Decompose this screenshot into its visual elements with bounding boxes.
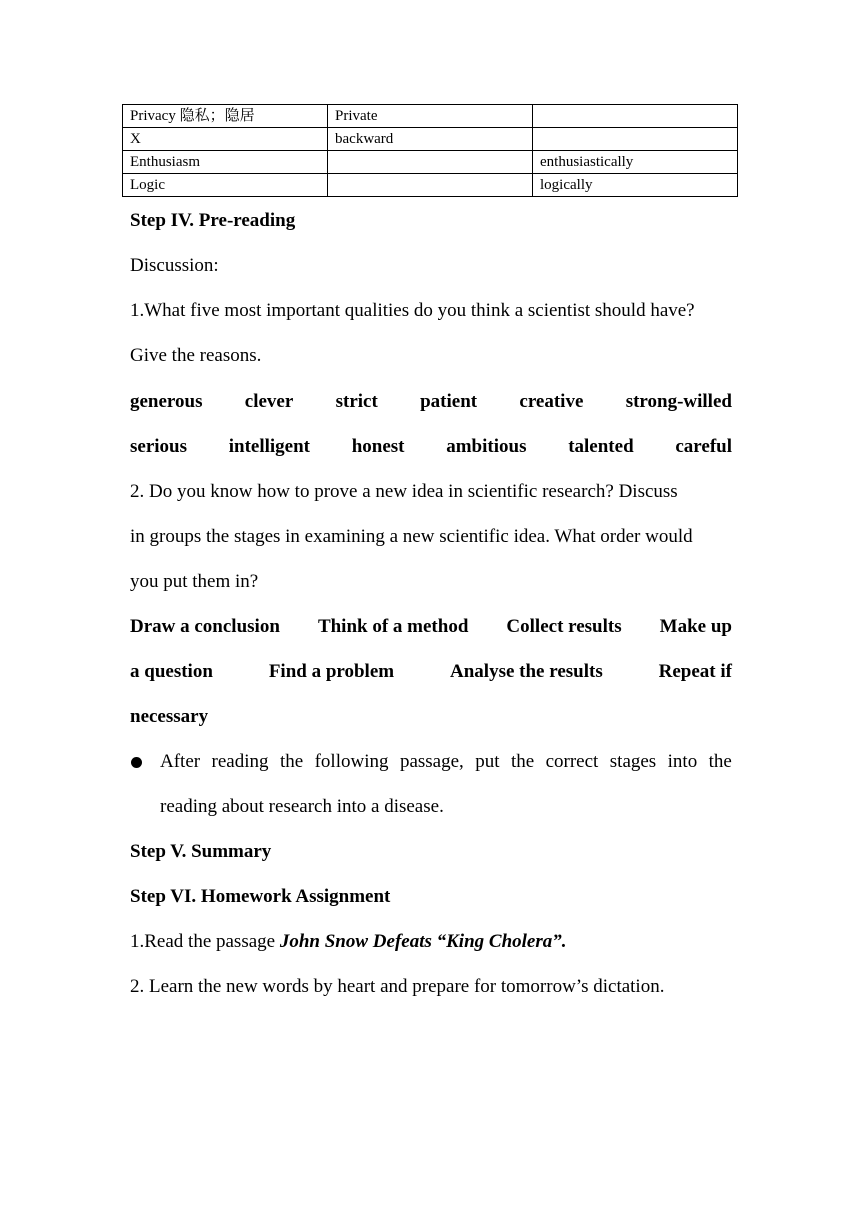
quality-word: careful — [675, 436, 732, 457]
table-row — [123, 128, 738, 151]
quality-word: strict — [335, 391, 378, 412]
question1-line1: 1.What five most important qualities do you think a scientist should have? — [130, 300, 695, 321]
homework-item-1 — [130, 930, 732, 954]
word-form-table — [122, 104, 738, 197]
quality-word: patient — [420, 391, 478, 412]
bullet-word: After — [160, 751, 201, 772]
homework-item-2: 2. Learn the new words by heart and prepare for tomorrow’s dictation. — [130, 976, 665, 997]
quality-word: honest — [351, 436, 405, 457]
stage-phrase: Analyse the results — [450, 661, 603, 682]
quality-word: strong-willed — [625, 391, 732, 412]
bullet-word: reading — [211, 751, 269, 772]
step6-heading: Step VI. Homework Assignment — [130, 886, 391, 907]
bullet-word: the — [279, 751, 304, 772]
table-cell — [328, 174, 533, 197]
bullet-word: the — [510, 751, 535, 772]
stage-phrase: Find a problem — [268, 661, 395, 682]
passage-title: John Snow Defeats “King Cholera”. — [279, 931, 567, 952]
table-row — [123, 151, 738, 174]
bullet-word: correct — [545, 751, 599, 772]
quality-word: talented — [568, 436, 634, 457]
homework-1-prefix: 1.Read the passage — [130, 931, 280, 952]
bullet-word: put — [475, 751, 500, 772]
stages-row-2 — [130, 660, 732, 684]
quality-word: creative — [519, 391, 584, 412]
bullet-word: stages — [609, 751, 657, 772]
step4-heading: Step IV. Pre-reading — [130, 210, 296, 231]
qualities-row-2 — [130, 435, 732, 459]
stage-phrase: a question — [130, 661, 213, 682]
table-cell — [328, 151, 533, 174]
table-cell: Logic — [123, 174, 328, 197]
table-cell — [533, 128, 738, 151]
quality-word: serious — [130, 436, 187, 457]
table-cell: Privacy 隐私；隐居 — [123, 105, 328, 128]
bullet-word: passage, — [399, 751, 464, 772]
table-cell: Enthusiasm — [123, 151, 328, 174]
question2-line3: you put them in? — [130, 571, 259, 592]
bullet-icon — [131, 757, 142, 768]
step5-heading: Step V. Summary — [130, 841, 272, 862]
table-cell: Private — [328, 105, 533, 128]
table-cell: logically — [533, 174, 738, 197]
stage-phrase: Collect results — [506, 616, 622, 637]
table-cell: X — [123, 128, 328, 151]
bullet-word: the — [708, 751, 732, 772]
quality-word: generous — [130, 391, 203, 412]
qualities-row-1 — [130, 390, 732, 414]
bullet-word: following — [314, 751, 389, 772]
bullet-line-1 — [160, 750, 732, 774]
quality-word: clever — [244, 391, 294, 412]
question1-line2: Give the reasons. — [130, 345, 262, 366]
quality-word: ambitious — [446, 436, 527, 457]
bullet-line-2: reading about research into a disease. — [160, 796, 444, 817]
quality-word: intelligent — [228, 436, 310, 457]
stage-phrase: Draw a conclusion — [130, 616, 280, 637]
stage-phrase: Make up — [659, 616, 732, 637]
table-row — [123, 174, 738, 197]
discussion-label: Discussion: — [130, 255, 219, 276]
stages-row-3: necessary — [130, 706, 209, 727]
stages-row-1 — [130, 615, 732, 639]
question2-line2: in groups the stages in examining a new scientific idea. What order would — [130, 526, 693, 547]
table-cell: backward — [328, 128, 533, 151]
stage-phrase: Think of a method — [317, 616, 469, 637]
table-cell: enthusiastically — [533, 151, 738, 174]
table-row — [123, 105, 738, 128]
question2-line1: 2. Do you know how to prove a new idea in scientific research? Discuss — [130, 481, 678, 502]
bullet-word: into — [667, 751, 698, 772]
table-cell — [533, 105, 738, 128]
stage-phrase: Repeat if — [658, 661, 732, 682]
